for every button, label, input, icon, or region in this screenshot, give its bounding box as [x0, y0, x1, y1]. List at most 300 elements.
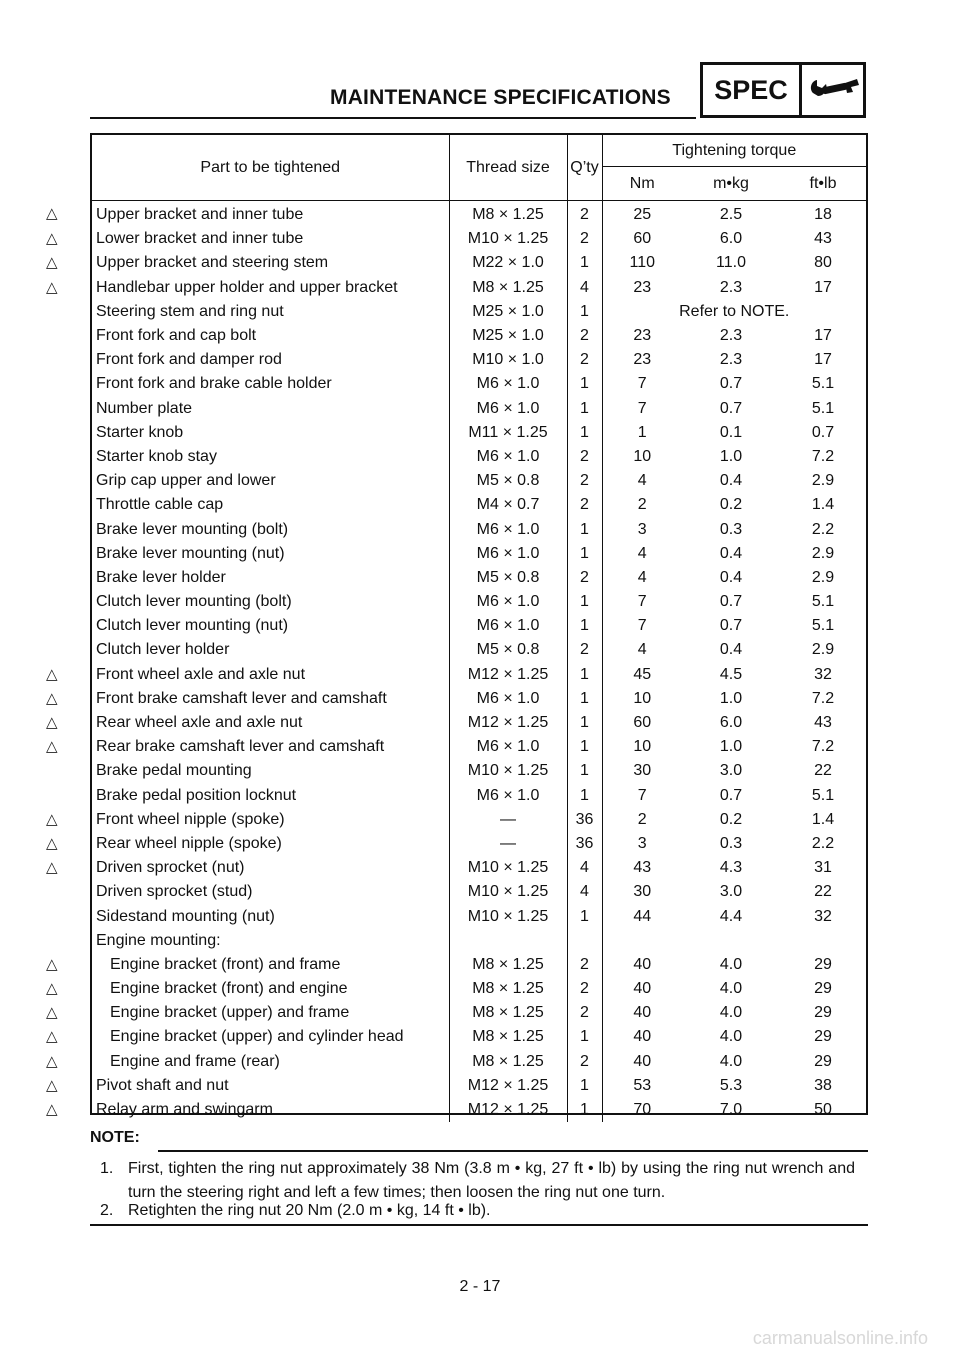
cell-ftlb: 43 [814, 714, 832, 732]
triangle-marker-icon: △ [46, 1004, 58, 1022]
cell-nm: 10 [602, 687, 682, 711]
header-mkg: m•kg [682, 167, 780, 201]
cell-ftlb: 7.2 [811, 447, 835, 465]
triangle-marker-icon: △ [46, 204, 58, 222]
cell-thread: M12 × 1.25 [449, 1098, 567, 1122]
cell-ftlb: 5.1 [811, 786, 835, 804]
cell-ftlb: 2.2 [811, 520, 835, 538]
table-row [92, 977, 866, 1001]
cell-nm: 70 [602, 1098, 682, 1122]
cell-part [92, 251, 449, 275]
table-row [92, 1025, 866, 1049]
table-row [92, 953, 866, 977]
cell-mkg: 0.7 [719, 786, 743, 804]
cell-ftlb: 1.4 [811, 496, 835, 514]
cell-nm: 7 [602, 372, 682, 396]
cell-nm: 7 [602, 784, 682, 808]
spec-badge-label: SPEC [703, 65, 802, 115]
cell-ftlb: 80 [814, 254, 832, 272]
cell-nm: 40 [602, 1025, 682, 1049]
header-ftlb: ft•lb [780, 167, 866, 201]
cell-thread: M12 × 1.25 [449, 711, 567, 735]
cell-thread: M8 × 1.25 [449, 1025, 567, 1049]
cell-ftlb: 0.7 [811, 423, 835, 441]
page-number: 2 - 17 [459, 1278, 501, 1295]
cell-qty: 1 [567, 1025, 602, 1049]
cell-part [92, 808, 449, 832]
cell-part [92, 1074, 449, 1098]
cell-mkg: 0.2 [719, 810, 743, 828]
cell-part-text: Engine bracket (upper) and frame [110, 1004, 350, 1022]
cell-qty: 4 [567, 880, 602, 904]
cell-ftlb: 22 [814, 883, 832, 901]
header-torque: Tightening torque [602, 135, 866, 167]
cell-nm: 53 [602, 1074, 682, 1098]
cell-thread: M6 × 1.0 [449, 735, 567, 759]
cell-ftlb: 2.9 [811, 472, 835, 490]
page-title: MAINTENANCE SPECIFICATIONS [330, 86, 671, 109]
table-row [92, 1074, 866, 1098]
cell-part [92, 517, 449, 541]
table-row [92, 904, 866, 928]
table-row [92, 590, 866, 614]
cell-mkg: 1.0 [719, 738, 743, 756]
triangle-marker-icon: △ [46, 955, 58, 973]
cell-part [92, 421, 449, 445]
cell-part [92, 735, 449, 759]
triangle-marker-icon: △ [46, 834, 58, 852]
triangle-marker-icon: △ [46, 278, 58, 296]
cell-qty: 1 [567, 300, 602, 324]
cell-part [92, 832, 449, 856]
triangle-marker-icon: △ [46, 254, 58, 272]
cell-mkg: 6.0 [719, 714, 743, 732]
header-thread: Thread size [449, 135, 567, 201]
cell-mkg: 2.3 [719, 351, 743, 369]
cell-part-text: Rear wheel nipple (spoke) [96, 834, 282, 852]
table-row [92, 348, 866, 372]
cell-part [92, 977, 449, 1001]
cell-nm: 40 [602, 977, 682, 1001]
table-row [92, 201, 866, 228]
note-label: NOTE: [90, 1129, 140, 1146]
cell-mkg: 0.4 [719, 568, 743, 586]
cell-qty: 1 [567, 1098, 602, 1122]
cell-thread: M10 × 1.25 [449, 904, 567, 928]
cell-mkg: 0.4 [719, 641, 743, 659]
bottom-rule [90, 1224, 868, 1226]
table-row [92, 856, 866, 880]
triangle-marker-icon: △ [46, 689, 58, 707]
cell-part-text: Throttle cable cap [96, 496, 224, 514]
cell-part-text: Handlebar upper holder and upper bracket [96, 278, 398, 296]
cell-nm: 10 [602, 735, 682, 759]
cell-thread: — [449, 832, 567, 856]
cell-nm: 23 [602, 324, 682, 348]
header-qty: Q’ty [567, 135, 602, 201]
cell-part [92, 638, 449, 662]
cell-thread: M6 × 1.0 [449, 372, 567, 396]
table-row [92, 880, 866, 904]
cell-thread: M10 × 1.25 [449, 759, 567, 783]
cell-thread: M8 × 1.25 [449, 977, 567, 1001]
cell-qty: 2 [567, 469, 602, 493]
cell-thread: M6 × 1.0 [449, 397, 567, 421]
triangle-marker-icon: △ [46, 1052, 58, 1070]
cell-thread [449, 929, 567, 953]
table-header [92, 135, 866, 201]
cell-ftlb: 32 [814, 665, 832, 683]
cell-qty: 2 [567, 348, 602, 372]
cell-ftlb: 17 [814, 351, 832, 369]
cell-part-text: Brake lever holder [96, 568, 226, 586]
cell-part [92, 784, 449, 808]
table-row [92, 784, 866, 808]
table-row [92, 372, 866, 396]
cell-part-text: Clutch lever mounting (nut) [96, 617, 289, 635]
cell-qty: 1 [567, 517, 602, 541]
triangle-marker-icon: △ [46, 810, 58, 828]
cell-nm: 10 [602, 445, 682, 469]
triangle-marker-icon: △ [46, 980, 58, 998]
spec-badge [700, 62, 866, 118]
cell-thread: M8 × 1.25 [449, 1050, 567, 1074]
cell-thread: M6 × 1.0 [449, 784, 567, 808]
cell-part-text: Engine bracket (front) and frame [110, 955, 341, 973]
cell-part [92, 711, 449, 735]
table-row [92, 566, 866, 590]
cell-part [92, 953, 449, 977]
table-row [92, 711, 866, 735]
cell-ftlb: 17 [814, 327, 832, 345]
cell-part [92, 542, 449, 566]
cell-thread: M6 × 1.0 [449, 542, 567, 566]
triangle-marker-icon: △ [46, 714, 58, 732]
note-item-text: Retighten the ring nut 20 Nm (2.0 m • kg, 14 ft • lb). [128, 1202, 491, 1219]
cell-nm: 7 [602, 590, 682, 614]
cell-part-text: Front fork and damper rod [96, 351, 282, 369]
cell-nm: 40 [602, 1001, 682, 1025]
cell-thread: M12 × 1.25 [449, 663, 567, 687]
cell-part [92, 856, 449, 880]
cell-qty: 1 [567, 711, 602, 735]
cell-thread: M5 × 0.8 [449, 469, 567, 493]
cell-ftlb: 29 [814, 955, 832, 973]
cell-qty: 2 [567, 638, 602, 662]
cell-part-text: Brake lever mounting (nut) [96, 544, 285, 562]
note-item-text: First, tighten the ring nut approximately 38 Nm (3.8 m • kg, 27 ft • lb) by using the ring nut wrench and turn the steering right and left a few times; then loosen the ring nut one turn. [128, 1160, 855, 1201]
cell-part-text: Rear wheel axle and axle nut [96, 714, 303, 732]
cell-part [92, 929, 449, 953]
cell-qty: 1 [567, 904, 602, 928]
cell-part [92, 201, 449, 228]
triangle-marker-icon: △ [46, 1076, 58, 1094]
cell-qty: 2 [567, 977, 602, 1001]
cell-nm: 30 [602, 880, 682, 904]
cell-thread: M25 × 1.0 [449, 300, 567, 324]
cell-qty: 4 [567, 856, 602, 880]
table-row [92, 445, 866, 469]
table-row [92, 324, 866, 348]
cell-part [92, 324, 449, 348]
cell-thread: M8 × 1.25 [449, 1001, 567, 1025]
cell-part [92, 348, 449, 372]
wrench-icon [802, 65, 863, 115]
cell-ftlb: 32 [814, 907, 832, 925]
cell-qty [567, 929, 602, 953]
table-row [92, 517, 866, 541]
cell-thread: M6 × 1.0 [449, 590, 567, 614]
cell-part-text: Upper bracket and inner tube [96, 206, 304, 224]
cell-mkg: 3.0 [719, 883, 743, 901]
cell-qty: 2 [567, 445, 602, 469]
cell-part [92, 493, 449, 517]
cell-part [92, 880, 449, 904]
cell-thread: M22 × 1.0 [449, 251, 567, 275]
cell-nm: 45 [602, 663, 682, 687]
cell-nm: 23 [602, 348, 682, 372]
cell-part-text: Clutch lever holder [96, 641, 230, 659]
triangle-marker-icon: △ [46, 1101, 58, 1119]
table-row [92, 397, 866, 421]
cell-part-text: Engine and frame (rear) [110, 1052, 280, 1070]
table-row [92, 300, 866, 324]
cell-qty: 2 [567, 324, 602, 348]
cell-ftlb: 50 [814, 1101, 832, 1119]
cell-mkg: 0.2 [719, 496, 743, 514]
note-item [100, 1157, 855, 1205]
cell-part-text: Front wheel nipple (spoke) [96, 810, 285, 828]
cell-ftlb: 7.2 [811, 689, 835, 707]
table-row [92, 493, 866, 517]
cell-nm: 60 [602, 227, 682, 251]
cell-nm: 23 [602, 276, 682, 300]
cell-part-text: Clutch lever mounting (bolt) [96, 593, 292, 611]
cell-thread: M25 × 1.0 [449, 324, 567, 348]
cell-part-text: Number plate [96, 399, 193, 417]
cell-nm: 4 [602, 542, 682, 566]
cell-thread: M11 × 1.25 [449, 421, 567, 445]
cell-part [92, 227, 449, 251]
cell-ftlb: 2.9 [811, 544, 835, 562]
cell-part-text: Starter knob stay [96, 447, 217, 465]
cell-ftlb: 38 [814, 1076, 832, 1094]
cell-part-text: Brake pedal mounting [96, 762, 252, 780]
cell-qty: 1 [567, 397, 602, 421]
cell-nm [602, 929, 682, 953]
cell-mkg: 4.0 [719, 980, 743, 998]
cell-part [92, 1098, 449, 1122]
cell-ftlb: 7.2 [811, 738, 835, 756]
cell-ftlb: 5.1 [811, 617, 835, 635]
cell-thread: M5 × 0.8 [449, 566, 567, 590]
cell-mkg: 4.4 [719, 907, 743, 925]
cell-mkg: 2.3 [719, 278, 743, 296]
cell-mkg: 7.0 [719, 1101, 743, 1119]
cell-part [92, 372, 449, 396]
cell-mkg: 4.0 [719, 1028, 743, 1046]
cell-part [92, 445, 449, 469]
cell-qty: 2 [567, 1001, 602, 1025]
triangle-marker-icon: △ [46, 665, 58, 683]
cell-part-text: Engine bracket (front) and engine [110, 980, 348, 998]
cell-ftlb: 22 [814, 762, 832, 780]
cell-part [92, 300, 449, 324]
cell-thread: — [449, 808, 567, 832]
cell-thread: M6 × 1.0 [449, 687, 567, 711]
table-row [92, 663, 866, 687]
cell-nm: 40 [602, 1050, 682, 1074]
cell-qty: 1 [567, 421, 602, 445]
cell-thread: M4 × 0.7 [449, 493, 567, 517]
cell-mkg: 0.4 [719, 544, 743, 562]
triangle-marker-icon: △ [46, 738, 58, 756]
table-row [92, 759, 866, 783]
cell-nm: 30 [602, 759, 682, 783]
cell-part-text: Rear brake camshaft lever and camshaft [96, 738, 385, 756]
cell-qty: 1 [567, 372, 602, 396]
cell-mkg: 1.0 [719, 689, 743, 707]
note-item-number: 2. [100, 1202, 114, 1219]
cell-mkg: 4.0 [719, 1052, 743, 1070]
note-rule [158, 1150, 868, 1152]
cell-mkg: 5.3 [719, 1076, 743, 1094]
cell-part [92, 1050, 449, 1074]
cell-thread: M12 × 1.25 [449, 1074, 567, 1098]
cell-nm: 110 [602, 251, 682, 275]
cell-qty: 2 [567, 566, 602, 590]
cell-part-text: Steering stem and ring nut [96, 302, 284, 320]
cell-qty: 1 [567, 614, 602, 638]
cell-mkg: 4.0 [719, 1004, 743, 1022]
cell-ftlb: 18 [814, 206, 832, 224]
table-row [92, 614, 866, 638]
cell-nm: 1 [602, 421, 682, 445]
cell-thread: M6 × 1.0 [449, 517, 567, 541]
cell-nm: 4 [602, 638, 682, 662]
cell-nm: 4 [602, 469, 682, 493]
cell-part-text: Relay arm and swingarm [96, 1101, 273, 1119]
cell-part-text: Brake pedal position locknut [96, 786, 297, 804]
cell-part-text: Pivot shaft and nut [96, 1076, 229, 1094]
cell-qty: 1 [567, 542, 602, 566]
cell-part-text: Front fork and brake cable holder [96, 375, 332, 393]
table-row [92, 1001, 866, 1025]
cell-part-text: Driven sprocket (stud) [96, 883, 253, 901]
table-row [92, 542, 866, 566]
cell-thread: M8 × 1.25 [449, 276, 567, 300]
table-row [92, 735, 866, 759]
cell-ftlb: 5.1 [811, 399, 835, 417]
cell-qty: 2 [567, 1050, 602, 1074]
cell-ftlb: 1.4 [811, 810, 835, 828]
table-row [92, 808, 866, 832]
cell-part-text: Engine mounting: [96, 931, 221, 949]
cell-nm: 40 [602, 953, 682, 977]
cell-nm: 25 [602, 201, 682, 228]
cell-qty: 1 [567, 759, 602, 783]
table-row [92, 469, 866, 493]
cell-mkg: 3.0 [719, 762, 743, 780]
cell-qty: 36 [567, 832, 602, 856]
cell-part-text: Grip cap upper and lower [96, 472, 276, 490]
cell-ftlb: 29 [814, 1004, 832, 1022]
cell-qty: 2 [567, 493, 602, 517]
header-rule [90, 117, 696, 119]
cell-nm: 44 [602, 904, 682, 928]
cell-qty: 1 [567, 687, 602, 711]
table-row [92, 687, 866, 711]
cell-part [92, 566, 449, 590]
cell-nm: 43 [602, 856, 682, 880]
cell-ftlb: 29 [814, 1052, 832, 1070]
cell-part [92, 469, 449, 493]
cell-part [92, 614, 449, 638]
table-body [92, 201, 866, 1123]
note-item [100, 1199, 855, 1223]
table-row [92, 227, 866, 251]
cell-thread: M6 × 1.0 [449, 445, 567, 469]
cell-part [92, 759, 449, 783]
cell-qty: 2 [567, 227, 602, 251]
cell-thread: M8 × 1.25 [449, 953, 567, 977]
watermark: carmanualsonline.info [752, 1328, 928, 1348]
cell-ftlb: 2.9 [811, 568, 835, 586]
cell-mkg [682, 929, 780, 953]
triangle-marker-icon: △ [46, 1028, 58, 1046]
cell-mkg: 11.0 [716, 254, 746, 272]
cell-part-text: Engine bracket (upper) and cylinder head [110, 1028, 404, 1046]
cell-mkg: 1.0 [719, 447, 743, 465]
cell-qty: 1 [567, 1074, 602, 1098]
cell-part [92, 1001, 449, 1025]
cell-mkg: 0.7 [719, 399, 743, 417]
note-item-number: 1. [100, 1160, 114, 1177]
cell-mkg: 0.7 [719, 375, 743, 393]
cell-thread: M5 × 0.8 [449, 638, 567, 662]
table-row [92, 1098, 866, 1122]
cell-part [92, 687, 449, 711]
triangle-marker-icon: △ [46, 859, 58, 877]
cell-thread: M8 × 1.25 [449, 201, 567, 228]
cell-nm: 3 [602, 832, 682, 856]
cell-part [92, 276, 449, 300]
cell-qty: 1 [567, 784, 602, 808]
table-row [92, 251, 866, 275]
table-row [92, 421, 866, 445]
header-part: Part to be tightened [200, 158, 341, 176]
cell-part-text: Driven sprocket (nut) [96, 859, 245, 877]
cell-mkg: 4.3 [719, 859, 743, 877]
cell-ftlb: 5.1 [811, 375, 835, 393]
table-row [92, 638, 866, 662]
cell-ftlb: 2.2 [811, 834, 835, 852]
cell-thread: M10 × 1.25 [449, 856, 567, 880]
cell-part [92, 590, 449, 614]
cell-part-text: Lower bracket and inner tube [96, 230, 304, 248]
cell-ftlb: 29 [814, 980, 832, 998]
cell-ftlb: 29 [814, 1028, 832, 1046]
cell-mkg: 2.5 [719, 206, 743, 224]
cell-qty: 1 [567, 590, 602, 614]
cell-nm: 2 [602, 808, 682, 832]
cell-ftlb: 5.1 [811, 593, 835, 611]
cell-qty: 1 [567, 251, 602, 275]
cell-mkg: 0.7 [719, 593, 743, 611]
cell-nm: 7 [602, 614, 682, 638]
cell-qty: 2 [567, 953, 602, 977]
cell-ftlb: 31 [814, 859, 832, 877]
